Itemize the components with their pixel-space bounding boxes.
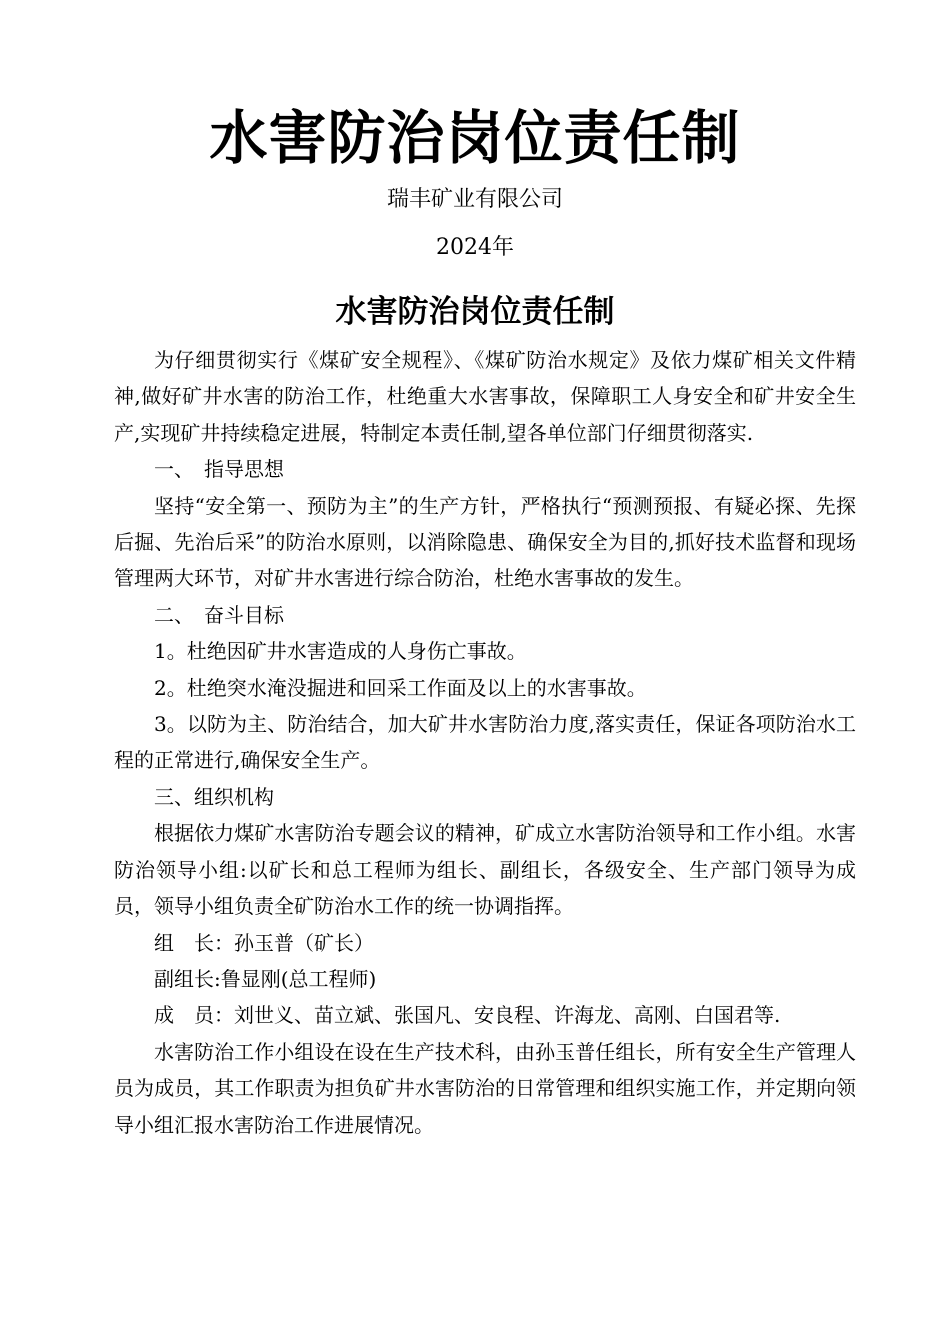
heading-goals: 二、 奋斗目标 <box>154 602 284 627</box>
document-title: 水害防治岗位责任制 <box>209 104 741 172</box>
company-name: 瑞丰矿业有限公司 <box>386 187 563 212</box>
members-line: 成 员：刘世义、苗立斌、张国凡、安良程、许海龙、高刚、白国君等. <box>154 1003 781 1028</box>
goal-item-1: 1。杜绝因矿井水害造成的人身伤亡事故。 <box>154 639 527 664</box>
goal-item-2: 2。杜绝突水淹没掘进和回采工作面及以上的水害事故。 <box>154 675 647 700</box>
guiding-thought-paragraph: 坚持“安全第一、预防为主”的生产方针，严格执行“预测预报、有疑必探、先探后掘、先治后采”的防治水原则，以消除隐患、确保安全为目的,抓好技术监督和现场管理两大环节，对矿井水害进行综合防治，杜绝水害事故的发生。 <box>114 493 856 591</box>
goal-item-3: 3。以防为主、防治结合，加大矿井水害防治力度,落实责任，保证各项防治水工程的正常进行,确保安全生产。 <box>114 712 856 773</box>
heading-organization: 三、组织机构 <box>154 784 274 809</box>
heading-guiding-thought: 一、 指导思想 <box>154 457 284 482</box>
section-title: 水害防治岗位责任制 <box>335 294 615 330</box>
deputy-leader-line: 副组长:鲁显刚(总工程师) <box>154 966 377 991</box>
working-group-paragraph: 水害防治工作小组设在设在生产技术科，由孙玉普任组长，所有安全生产管理人员为成员，其工作职责为担负矿井水害防治的日常管理和组织实施工作，并定期向领导小组汇报水害防治工作进展情况。 <box>114 1039 856 1137</box>
document-body <box>114 342 856 1143</box>
intro-paragraph: 为仔细贯彻实行《煤矿安全规程》、《煤矿防治水规定》及依力煤矿相关文件精神,做好矿井水害的防治工作，杜绝重大水害事故，保障职工人身安全和矿井安全生产,实现矿井持续稳定进展，特制定本责任制,望各单位部门仔细贯彻落实. <box>114 348 856 445</box>
document-year: 2024年 <box>436 235 514 260</box>
team-leader-line: 组 长：孙玉普（矿长） <box>154 930 374 955</box>
organization-paragraph: 根据依力煤矿水害防治专题会议的精神，矿成立水害防治领导和工作小组。水害防治领导小组:以矿长和总工程师为组长、副组长，各级安全、生产部门领导为成员，领导小组负责全矿防治水工作的统一协调指挥。 <box>114 821 856 919</box>
